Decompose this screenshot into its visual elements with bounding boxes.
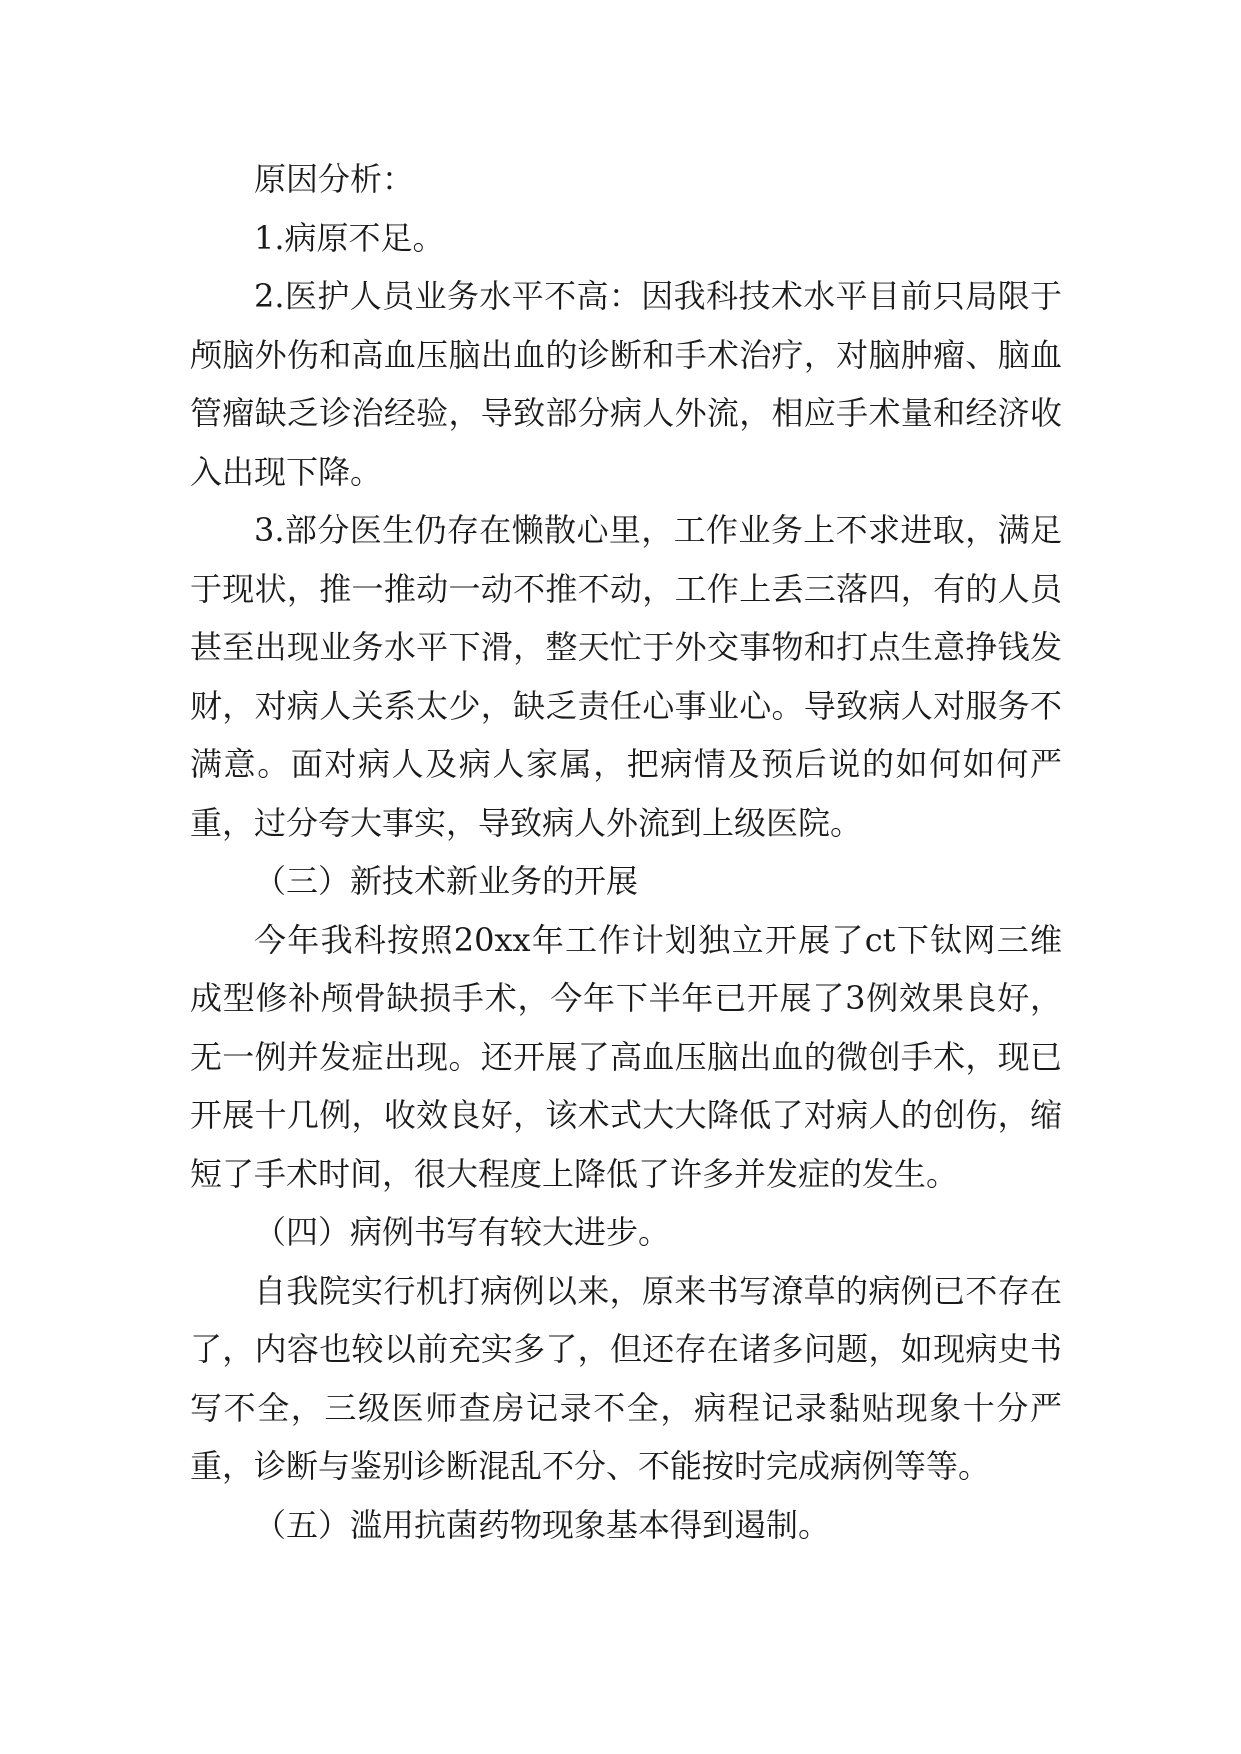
section-heading-3: （三）新技术新业务的开展	[254, 862, 639, 900]
section-heading-5: （五）滥用抗菌药物现象基本得到遏制。	[254, 1505, 831, 1544]
paragraph-case-writing: 自我院实行机打病例以来，原来书写潦草的病例已不存在了，内容也较以前充实多了，但还存在诸多问题，如现病史书写不全，三级医师查房记录不全，病程记录黏贴现象十分严重，诊断与鉴别诊断混乱不分、不能按时完成病例等等。	[190, 1271, 1062, 1485]
paragraph-new-technology: 今年我科按照20xx年工作计划独立开展了ct下钛网三维成型修补颅骨缺损手术，今年下半年已开展了3例效果良好，无一例并发症出现。还开展了高血压脑出血的微创手术，现已开展十几例，收效良好，该术式大大降低了对病人的创伤，缩短了手术时间，很大程度上降低了许多并发症的发生。	[190, 920, 1062, 1193]
paragraph-point-3: 3.部分医生仍存在懒散心里，工作业务上不求进取，满足于现状，推一推动一动不推不动，工作上丢三落四，有的人员甚至出现业务水平下滑，整天忙于外交事物和打点生意挣钱发财，对病人关系太少，缺乏责任心事业心。导致病人对服务不满意。面对病人及病人家属，把病情及预后说的如何如何严重，过分夸大事实，导致病人外流到上级医院。	[190, 511, 1062, 842]
paragraph-cause-analysis-heading: 原因分析：	[254, 160, 415, 198]
section-heading-4: （四）病例书写有较大进步。	[254, 1213, 671, 1251]
paragraph-point-1: 1.病原不足。	[254, 218, 445, 257]
paragraph-point-2: 2.医护人员业务水平不高：因我科技术水平目前只局限于颅脑外伤和高血压脑出血的诊断和手术治疗，对脑肿瘤、脑血管瘤缺乏诊治经验，导致部分病人外流，相应手术量和经济收入出现下降。	[190, 277, 1062, 491]
document-body	[190, 150, 1062, 1554]
